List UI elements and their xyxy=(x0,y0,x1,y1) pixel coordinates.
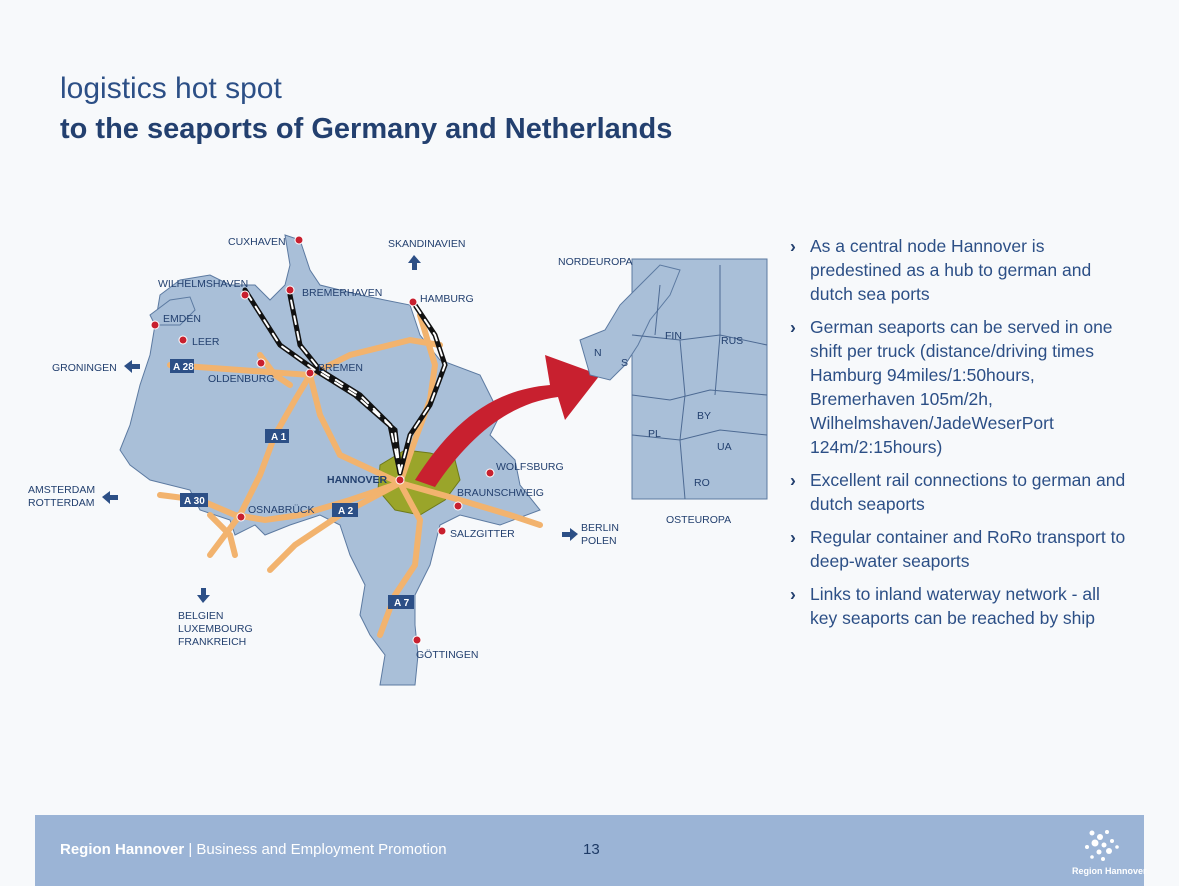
country-pl: PL xyxy=(648,428,661,440)
arrow-right-icon xyxy=(562,528,578,541)
city-oldenburg: OLDENBURG xyxy=(208,373,275,385)
country-rus: RUS xyxy=(721,335,744,347)
list-item: › German seaports can be served in one shift per truck (distance/driving times Hamburg 94miles/1:50hours, Bremerhaven 105m/2h, Wilhelmshaven/JadeWeserPort 124m/2:15hours) xyxy=(790,317,1113,457)
dir-groningen: GRONINGEN xyxy=(52,362,117,374)
list-item: › Links to inland waterway network - all key seaports can be reached by ship xyxy=(790,584,1100,628)
shield-a30: A 30 xyxy=(184,496,205,507)
arrow-up-icon xyxy=(408,255,421,270)
list-item: › Excellent rail connections to german and dutch seaports xyxy=(790,470,1126,514)
footer-dept: Business and Employment Promotion xyxy=(196,841,447,858)
dir-skandinavien: SKANDINAVIEN xyxy=(388,238,466,250)
dir-amsterdam: AMSTERDAM xyxy=(28,484,96,496)
city-goettingen: GÖTTINGEN xyxy=(416,649,479,661)
feature-list xyxy=(790,234,1130,639)
city-salzgitter: SALZGITTER xyxy=(450,528,515,540)
list-item: › As a central node Hannover is predestined as a hub to german and dutch sea ports xyxy=(790,236,1092,304)
page-title-line2: to the seaports of Germany and Netherlands xyxy=(60,113,673,145)
city-leer: LEER xyxy=(192,336,220,348)
shield-a28: A 28 xyxy=(173,362,194,373)
chevron-right-icon: › xyxy=(790,584,796,604)
dir-belgien: BELGIEN xyxy=(178,610,224,622)
shield-a2: A 2 xyxy=(338,506,354,517)
dir-rotterdam: ROTTERDAM xyxy=(28,497,95,509)
footer-text xyxy=(60,841,447,858)
city-bremerhaven: BREMERHAVEN xyxy=(302,287,383,299)
city-hamburg: HAMBURG xyxy=(420,293,474,305)
footer-bar xyxy=(35,815,1147,886)
city-cuxhaven: CUXHAVEN xyxy=(228,236,286,248)
chevron-right-icon: › xyxy=(790,470,796,490)
page-title-line1: logistics hot spot xyxy=(60,72,282,105)
label-osteuropa: OSTEUROPA xyxy=(666,514,732,526)
city-braunschweig: BRAUNSCHWEIG xyxy=(457,487,544,499)
dir-berlin: BERLIN xyxy=(581,522,619,534)
country-n: N xyxy=(594,347,602,359)
city-wilhelmshaven: WILHELMSHAVEN xyxy=(158,278,249,290)
list-item: › Regular container and RoRo transport to deep-water seaports xyxy=(790,527,1126,571)
page-number: 13 xyxy=(583,841,600,858)
shield-a1: A 1 xyxy=(271,432,287,443)
country-ro: RO xyxy=(694,477,710,489)
country-ua: UA xyxy=(717,441,732,453)
arrow-left-icon xyxy=(102,491,118,504)
footer-org: Region Hannover xyxy=(60,841,185,858)
footer-separator: | xyxy=(184,841,197,858)
country-by: BY xyxy=(697,410,712,422)
label-nordeuropa: NORDEUROPA xyxy=(558,256,633,268)
chevron-right-icon: › xyxy=(790,527,796,547)
lower-saxony-map xyxy=(20,225,780,695)
dir-polen: POLEN xyxy=(581,535,617,547)
dir-frankreich: FRANKREICH xyxy=(178,636,247,648)
arrow-down-icon xyxy=(197,588,210,603)
city-bremen: BREMEN xyxy=(318,362,363,374)
chevron-right-icon: › xyxy=(790,236,796,256)
dir-luxembourg: LUXEMBOURG xyxy=(178,623,253,635)
europe-inset xyxy=(580,259,767,499)
region-hannover-logo xyxy=(1037,825,1147,880)
city-hannover: HANNOVER xyxy=(327,474,388,486)
country-s: S xyxy=(621,357,629,369)
arrow-left-icon xyxy=(124,360,140,373)
city-osnabrueck: OSNABRÜCK xyxy=(248,504,315,516)
country-fin: FIN xyxy=(665,330,682,342)
chevron-right-icon: › xyxy=(790,317,796,337)
shield-a7: A 7 xyxy=(394,598,410,609)
city-emden: EMDEN xyxy=(163,313,201,325)
logo-text: Region Hannover xyxy=(1072,866,1147,876)
city-wolfsburg: WOLFSBURG xyxy=(496,461,564,473)
